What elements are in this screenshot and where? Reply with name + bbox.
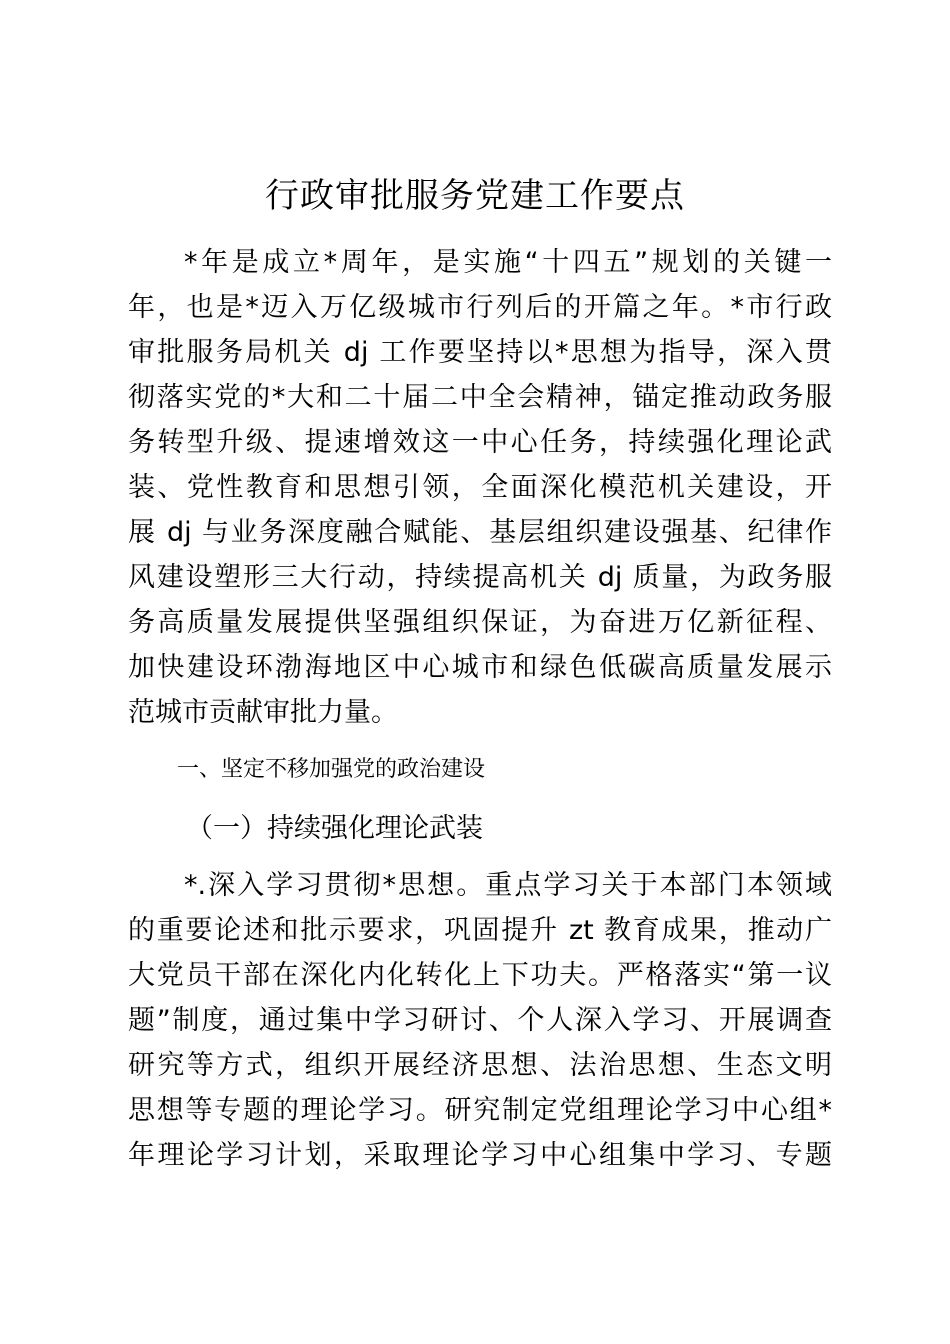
paragraph-line: 的重要论述和批示要求，巩固提升 zt 教育成果，推动广 — [128, 915, 832, 946]
intro-paragraph — [128, 240, 832, 735]
paragraph-line: 范城市贡献审批力量。 — [128, 697, 398, 728]
paragraph-line: 务高质量发展提供坚强组织保证，为奋进万亿新征程、 — [128, 607, 832, 638]
paragraph-line: 加快建设环渤海地区中心城市和绿色低碳高质量发展示 — [128, 652, 832, 683]
section-paragraph — [128, 863, 832, 1178]
subsection-heading: （一）持续强化理论武装 — [186, 813, 483, 844]
paragraph-line: 大党员干部在深化内化转化上下功夫。严格落实“第一议 — [128, 960, 832, 991]
paragraph-line: 审批服务局机关 dj 工作要坚持以*思想为指导，深入贯 — [128, 337, 832, 368]
section-heading: 一、坚定不移加强党的政治建设 — [177, 757, 486, 782]
paragraph-line: 研究等方式，组织开展经济思想、法治思想、生态文明 — [128, 1050, 832, 1081]
paragraph-line: 题”制度，通过集中学习研讨、个人深入学习、开展调查 — [128, 1005, 832, 1036]
paragraph-line: 风建设塑形三大行动，持续提高机关 dj 质量，为政务服 — [128, 562, 832, 593]
paragraph-line: 年理论学习计划，采取理论学习中心组集中学习、专题 — [128, 1140, 832, 1171]
paragraph-line: 装、党性教育和思想引领，全面深化模范机关建设，开 — [128, 472, 832, 503]
paragraph-line: 思想等专题的理论学习。研究制定党组理论学习中心组* — [128, 1095, 832, 1126]
paragraph-line: 彻落实党的*大和二十届二中全会精神，锚定推动政务服 — [128, 382, 832, 413]
paragraph-line: 年，也是*迈入万亿级城市行列后的开篇之年。*市行政 — [128, 292, 832, 323]
paragraph-line: 展 dj 与业务深度融合赋能、基层组织建设强基、纪律作 — [128, 517, 832, 548]
document-title: 行政审批服务党建工作要点 — [265, 176, 685, 216]
paragraph-line: 务转型升级、提速增效这一中心任务，持续强化理论武 — [128, 427, 832, 458]
paragraph-line: *年是成立*周年，是实施“十四五”规划的关键一 — [184, 247, 832, 278]
paragraph-line: *.深入学习贯彻*思想。重点学习关于本部门本领域 — [184, 870, 832, 901]
